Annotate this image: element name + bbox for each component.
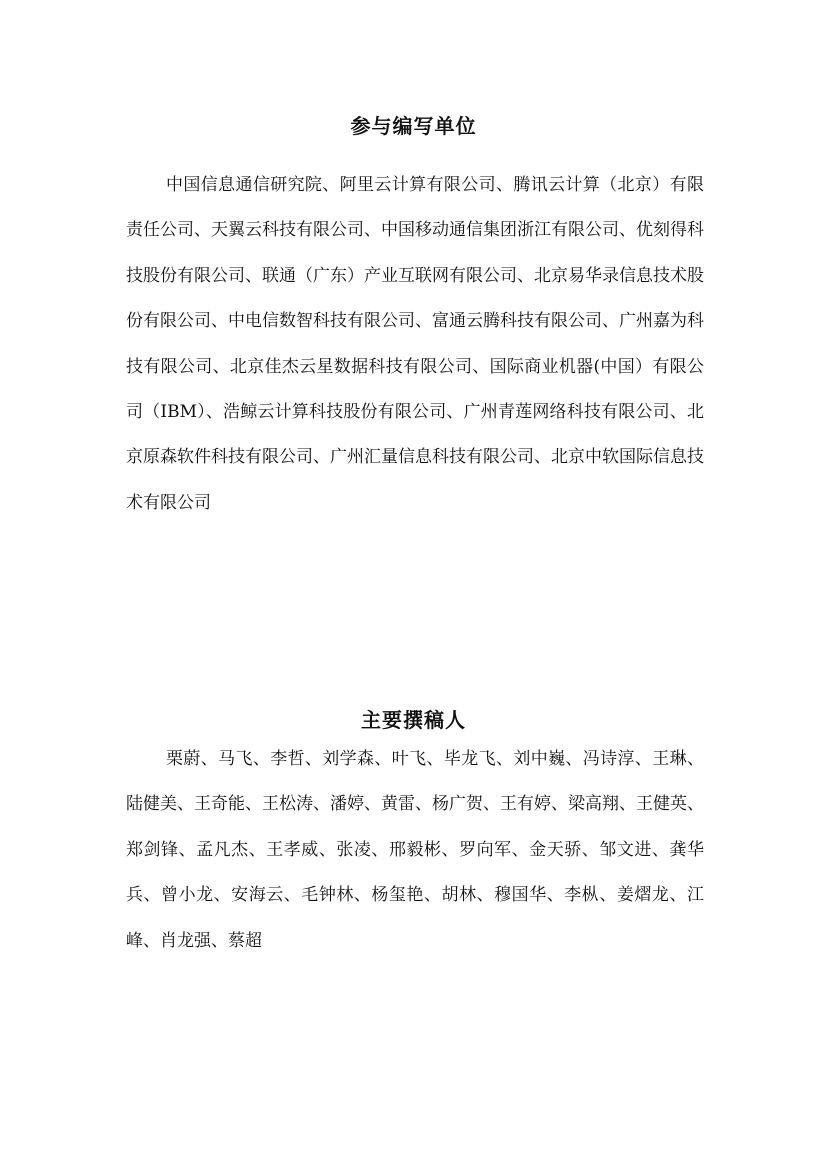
- main-authors-list: 栗蔚、马飞、李哲、刘学森、叶飞、毕龙飞、刘中巍、冯诗淳、王琳、陆健美、王奇能、王松涛、潘婷、黄雷、杨广贺、王有婷、梁高翔、王健英、郑剑锋、孟凡杰、王孝威、张凌、邢毅彬、罗向军、金天骄、邹文进、龚华兵、曾小龙、安海云、毛钟林、杨玺艳、胡林、穆国华、李枞、姜熠龙、江峰、肖龙强、蔡超: [126, 749, 704, 951]
- contributing-organizations-list: 中国信息通信研究院、阿里云计算有限公司、腾讯云计算（北京）有限责任公司、天翼云科技有限公司、中国移动通信集团浙江有限公司、优刻得科技股份有限公司、联通（广东）产业互联网有限公司、北京易华录信息技术股份有限公司、中电信数智科技有限公司、富通云腾科技有限公司、广州嘉为科技有限公司、北京佳杰云星数据科技有限公司、国际商业机器(中国）有限公司（IBM）、浩鲸云计算科技股份有限公司、广州青莲网络科技有限公司、北京原森软件科技有限公司、广州汇量信息科技有限公司、北京中软国际信息技术有限公司: [126, 175, 704, 513]
- section-title-main-authors: 主要撰稿人: [361, 708, 466, 732]
- section-title-contributing-organizations: 参与编写单位: [350, 114, 477, 138]
